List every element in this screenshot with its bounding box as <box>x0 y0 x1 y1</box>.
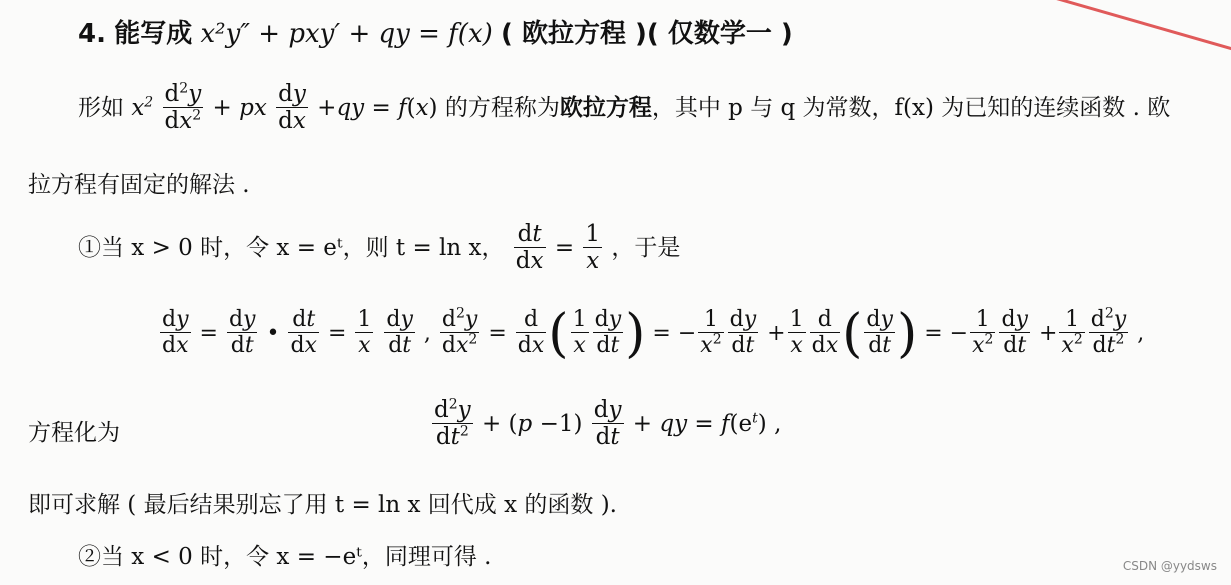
conclusion-line: 即可求解 ( 最后结果别忘了用 t = ln x 回代成 x 的函数 ). <box>28 492 617 518</box>
def-eq-rest: +qy = f(x) <box>317 94 438 121</box>
def-eq-x2: $x^2$ <box>131 94 154 121</box>
heading-suffix: ( 欧拉方程 )( 仅数学一 ) <box>501 19 793 49</box>
case1-frac-1-x: $\frac{1}{x}$ <box>585 221 601 275</box>
definition-lead: 形如 <box>78 94 124 121</box>
derivation-line: $\frac{dy}{dx}$ = $\frac{dy}{dt}$ • $\frac{dt}{dx}$ = $\frac{1}{x}$ $\frac{dy}{dt}$ , $\frac{d^2y}{dx^2}$ = $\frac{d}{dx}$ ( $\frac{1}{x}$ $\frac{dy}{dt}$ ) = − $\frac{1}{x^2}$ $\frac{dy}{dt}$ + $\frac{1}{x}$ $\frac{d}{dx}$ ( $\frac{dy}{dt}$ ) = − $\frac{1}{x^2}$ $\frac{dy}{dt}$ + $\frac{1}{x^2}$ $\frac{d^2y}{dt^2}$ , <box>162 304 1145 364</box>
definition-tail-2: ，其中 p 与 q 为常数，f(x) 为已知的连续函数 . 欧 <box>651 94 1171 121</box>
corner-stamp <box>1028 0 1231 57</box>
section-heading <box>78 13 793 50</box>
def-frac-d2y-dx2: $\frac{d^2y}{dx^2}$ <box>164 80 202 135</box>
case1-marker: ① <box>78 234 101 261</box>
case2-text: 当 x < 0 时，令 x = −eᵗ，同理可得 . <box>101 544 492 570</box>
case1-tail: ，于是 <box>611 234 681 261</box>
heading-number: 4. <box>78 19 106 49</box>
watermark: CSDN @yydsws <box>1122 559 1217 573</box>
definition-tail-1: 的方程称为 <box>444 94 560 121</box>
transformed-equation: $\frac{d^2y}{dt^2}$ + (p −1) $\frac{dy}{dt}$ + qy = $f(e^t)$ , <box>434 396 782 451</box>
case1-frac-dt-dx: $\frac{dt}{dx}$ <box>515 221 544 275</box>
case1-line: ①当 x > 0 时，令 x = eᵗ，则 t = ln x， $\frac{dt}{dx}$ = $\frac{1}{x}$ ，于是 <box>78 221 681 275</box>
transformed-label: 方程化为 <box>28 420 120 446</box>
case1-text: 当 x > 0 时，令 x = eᵗ，则 t = ln x， <box>101 234 505 261</box>
definition-line-2: 拉方程有固定的解法 . <box>28 172 250 198</box>
case2-line <box>78 538 491 571</box>
definition-term: 欧拉方程 <box>559 94 652 121</box>
def-frac-dy-dx: $\frac{dy}{dx}$ <box>278 81 306 135</box>
definition-line-1 <box>78 82 1170 136</box>
def-eq-plus-px: + px <box>212 94 267 121</box>
case2-marker: ② <box>78 544 101 570</box>
transformed-equation-text <box>0 0 1 1</box>
heading-equation: x²y″ + pxy′ + qy = f(x) <box>200 19 493 49</box>
heading-prefix: 能写成 <box>114 19 193 49</box>
